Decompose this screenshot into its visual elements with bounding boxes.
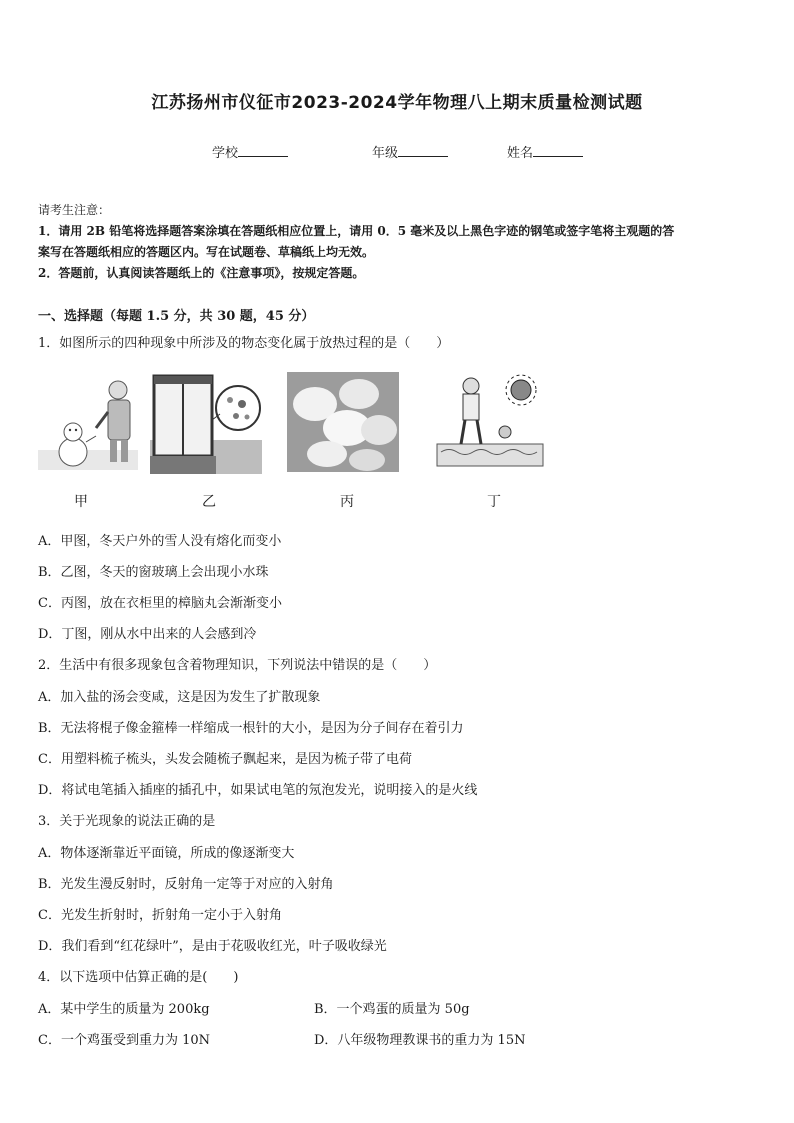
q1-stem: 1．如图所示的四种现象中所涉及的物态变化属于放热过程的是（ ） — [38, 336, 450, 351]
q2-option-d: D．将试电笔插入插座的插孔中，如果试电笔的氖泡发光，说明接入的是火线 — [38, 783, 478, 798]
q1-option-c: C．丙图，放在衣柜里的樟脑丸会渐渐变小 — [38, 596, 282, 611]
q4-option-b: B．一个鸡蛋的质量为 50g — [314, 1002, 470, 1017]
school-label: 学校 — [212, 146, 239, 161]
q4-stem: 4．以下选项中估算正确的是( ) — [38, 970, 239, 985]
section-heading: 一、选择题（每题 1.5 分，共 30 题，45 分） — [38, 309, 315, 324]
q2-stem: 2．生活中有很多现象包含着物理知识，下列说法中错误的是（ ） — [38, 658, 437, 673]
grade-label: 年级 — [372, 146, 399, 161]
name-blank — [533, 144, 583, 157]
q3-option-d: D．我们看到“红花绿叶”，是由于花吸收红光，叶子吸收绿光 — [38, 939, 387, 954]
notice-block — [38, 200, 760, 284]
figure-bing-mothballs — [287, 372, 399, 472]
grade-field — [372, 142, 448, 161]
q3-option-a: A．物体逐渐靠近平面镜，所成的像逐渐变大 — [38, 846, 295, 861]
q3-option-b: B．光发生漫反射时，反射角一定等于对应的入射角 — [38, 877, 334, 892]
q4-option-c: C．一个鸡蛋受到重力为 10N — [38, 1033, 210, 1048]
figure-ding-swimmer — [435, 372, 547, 472]
notice-item-1a: 1．请用 2B 铅笔将选择题答案涂填在答题纸相应位置上，请用 0．5 毫米及以上黑色字迹的钢笔或签字笔将主观题的答 — [38, 224, 675, 238]
q3-option-c: C．光发生折射时，折射角一定小于入射角 — [38, 908, 282, 923]
q2-option-c: C．用塑料梳子梳头，头发会随梳子飘起来，是因为梳子带了电荷 — [38, 752, 412, 767]
name-label: 姓名 — [507, 146, 534, 161]
q2-option-b: B．无法将棍子像金箍棒一样缩成一根针的大小，是因为分子间存在着引力 — [38, 721, 464, 736]
q4-option-d: D．八年级物理教课书的重力为 15N — [314, 1033, 526, 1048]
figure-yi-window — [150, 372, 262, 477]
grade-blank — [398, 144, 448, 157]
q1-option-d: D．丁图，刚从水中出来的人会感到冷 — [38, 627, 257, 642]
q2-option-a: A．加入盐的汤会变咸，这是因为发生了扩散现象 — [38, 690, 321, 705]
figure-label-ding: 丁 — [487, 494, 501, 510]
figure-label-jia: 甲 — [74, 494, 88, 510]
figure-jia-snowman — [38, 372, 138, 477]
figure-label-yi: 乙 — [202, 494, 216, 510]
q3-stem: 3．关于光现象的说法正确的是 — [38, 814, 216, 829]
school-field — [212, 142, 288, 161]
q4-option-a: A．某中学生的质量为 200kg — [38, 1002, 210, 1017]
exam-title: 江苏扬州市仪征市2023-2024学年物理八上期末质量检测试题 — [151, 93, 643, 113]
notice-item-1b: 案写在答题纸相应的答题区内。写在试题卷、草稿纸上均无效。 — [38, 245, 375, 259]
school-blank — [238, 144, 288, 157]
name-field — [507, 142, 583, 161]
figure-label-bing: 丙 — [340, 494, 354, 510]
notice-item-2: 2．答题前，认真阅读答题纸上的《注意事项》，按规定答题。 — [38, 266, 365, 280]
notice-heading: 请考生注意： — [38, 203, 111, 217]
q1-option-b: B．乙图，冬天的窗玻璃上会出现小水珠 — [38, 565, 269, 580]
q1-option-a: A．甲图，冬天户外的雪人没有熔化而变小 — [38, 534, 282, 549]
